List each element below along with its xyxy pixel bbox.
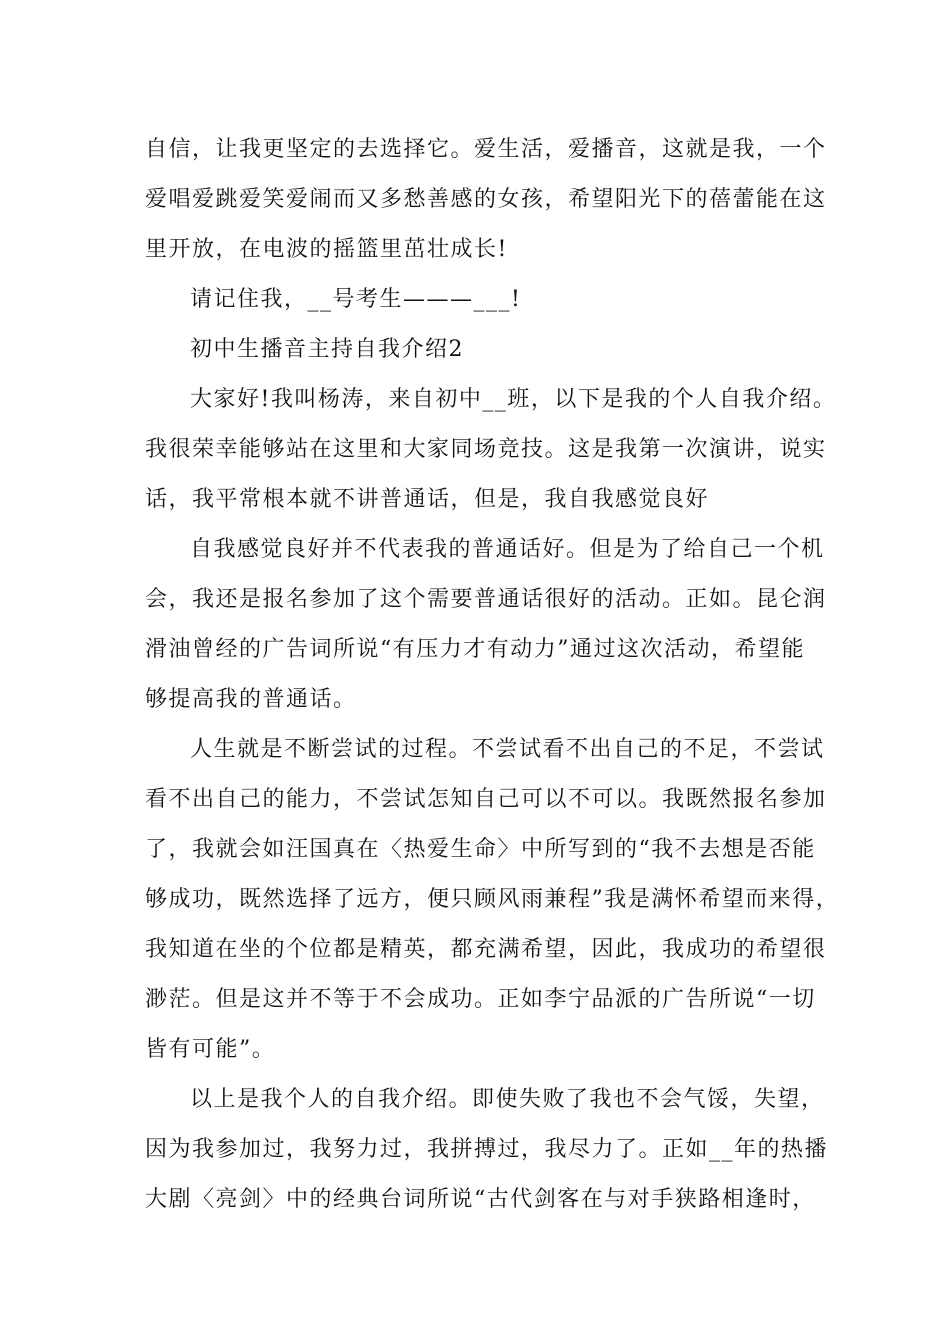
text-line: 大家好!我叫杨涛，来自初中__班，以下是我的个人自我介绍。 xyxy=(190,387,837,412)
text-line: 渺茫。但是这并不等于不会成功。正如李宁品派的广告所说“一切 xyxy=(145,987,816,1012)
text-line: 看不出自己的能力，不尝试怎知自己可以不可以。我既然报名参加 xyxy=(145,787,827,812)
section-heading: 初中生播音主持自我介绍2 xyxy=(190,337,464,362)
text-line: 会，我还是报名参加了这个需要普通话很好的活动。正如。昆仑润 xyxy=(145,587,827,612)
text-line: 我很荣幸能够站在这里和大家同场竞技。这是我第一次演讲，说实 xyxy=(145,437,827,462)
text-line: 请记住我，__号考生———___! xyxy=(190,287,522,312)
text-line: 够提高我的普通话。 xyxy=(145,687,357,712)
text-line: 够成功，既然选择了远方，便只顾风雨兼程”我是满怀希望而来得， xyxy=(145,887,840,912)
text-line: 因为我参加过，我努力过，我拼搏过，我尽力了。正如__年的热播 xyxy=(145,1137,829,1162)
text-line: 滑油曾经的广告词所说“有压力才有动力”通过这次活动，希望能 xyxy=(145,637,805,662)
text-line: 话，我平常根本就不讲普通话，但是，我自我感觉良好 xyxy=(145,487,710,512)
text-line: 爱唱爱跳爱笑爱闹而又多愁善感的女孩，希望阳光下的蓓蕾能在这 xyxy=(145,187,827,212)
text-line: 以上是我个人的自我介绍。即使失败了我也不会气馁，失望， xyxy=(190,1087,825,1112)
text-line: 大剧〈亮剑〉中的经典台词所说“古代剑客在与对手狭路相逢时， xyxy=(145,1187,816,1212)
text-line: 皆有可能”。 xyxy=(145,1037,276,1062)
text-line: 人生就是不断尝试的过程。不尝试看不出自己的不足，不尝试 xyxy=(190,737,825,762)
text-line: 我知道在坐的个位都是精英，都充满希望，因此，我成功的希望很 xyxy=(145,937,827,962)
text-line: 自信，让我更坚定的去选择它。爱生活，爱播音，这就是我，一个 xyxy=(145,137,827,162)
text-line: 自我感觉良好并不代表我的普通话好。但是为了给自己一个机 xyxy=(190,537,825,562)
text-line: 里开放，在电波的摇篮里茁壮成长! xyxy=(145,237,508,262)
text-line: 了，我就会如汪国真在〈热爱生命〉中所写到的“我不去想是否能 xyxy=(145,837,816,862)
